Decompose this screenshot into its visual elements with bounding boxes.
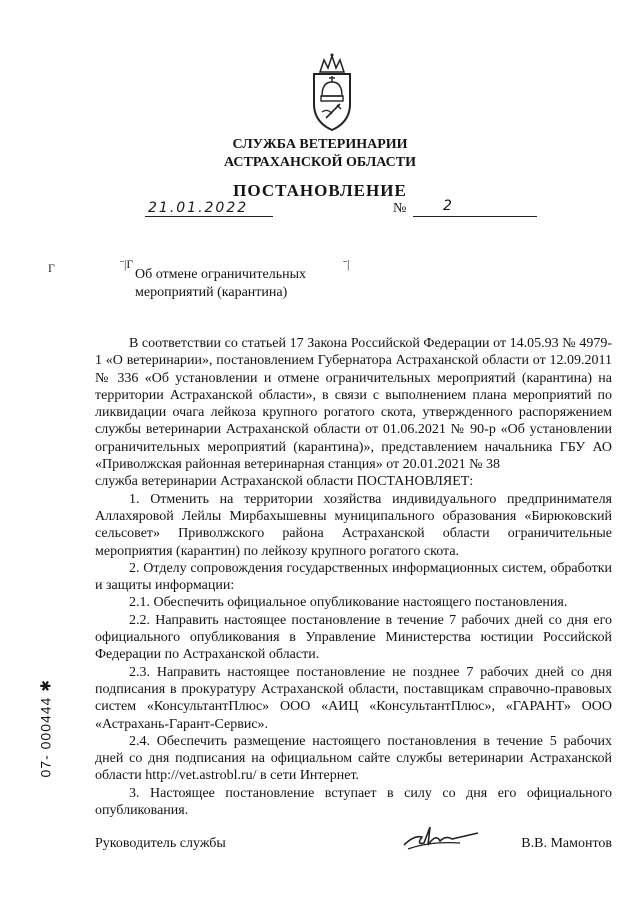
document-body: [95, 335, 612, 819]
agency-name: [0, 136, 640, 172]
clause-2: 2. Отделу сопровождения государственных информационных систем, обработки и защиты информации:: [95, 560, 612, 594]
document-type: ПОСТАНОВЛЕНИЕ: [233, 181, 407, 200]
subject-line-2: мероприятий (карантина): [135, 285, 288, 300]
coat-of-arms-icon: [302, 52, 362, 132]
resolution-line: служба ветеринарии Астраханской области ПОСТАНОВЛЯЕТ:: [95, 474, 474, 490]
corner-mark-subject-right: ˉ|: [343, 257, 350, 271]
signatory-name: В.В. Мамонтов: [521, 836, 612, 851]
clause-2-4: 2.4. Обеспечить размещение настоящего постановления в течение 5 рабочих дней со дня подписания на официальном сайте службы ветеринарии Астраханской области http://vet.astrobl.ru/ в сети Интернет.: [95, 733, 612, 784]
subject-line-1: Об отмене ограничительных: [135, 267, 307, 282]
clause-2-3: 2.3. Направить настоящее постановление не позднее 7 рабочих дней со дня подписания в прокуратуру Астраханской области, поставщикам справочно-правовых систем «КонсультантПлюс» ООО «АИЦ «КонсультантПлюс», «ГАРАНТ» ООО «Астрахань-Гарант-Сервис».: [95, 664, 612, 732]
clause-1: 1. Отменить на территории хозяйства индивидуального предпринимателя Аллахяровой Лейлы Мирбахышевны муниципального образования «Бирюковский сельсовет» Приволжского района Астраханской области ограничительные мероприятия (карантин) по лейкозу крупного рогатого скота.: [95, 491, 612, 559]
number-underline: [413, 216, 537, 217]
corner-mark-subject-left: ˉ|Г: [120, 257, 134, 271]
document-date: 21.01.2022: [148, 200, 249, 216]
document-number: 2: [443, 198, 452, 214]
clause-2-2: 2.2. Направить настоящее постановление в течение 7 рабочих дней со дня его официального опубликования в Управление Министерства юстиции Российской Федерации по Астраханской области.: [95, 612, 612, 663]
agency-line-2: АСТРАХАНСКОЙ ОБЛАСТИ: [223, 155, 416, 170]
clause-2-1: 2.1. Обеспечить официальное опубликование настоящего постановления.: [129, 595, 568, 611]
document-subject: [135, 266, 335, 302]
date-underline: [145, 216, 273, 217]
registration-stamp: [24, 655, 68, 778]
clause-3: 3. Настоящее постановление вступает в силу со дня его официального опубликования.: [95, 785, 612, 819]
agency-line-1: СЛУЖБА ВЕТЕРИНАРИИ: [232, 137, 408, 152]
registration-number: 07- 000444 ✱: [37, 679, 54, 778]
signature-icon: [400, 823, 480, 853]
number-label: №: [393, 201, 407, 216]
corner-mark-left: Г: [48, 261, 55, 275]
signatory-position: Руководитель службы: [95, 836, 226, 851]
preamble-paragraph: В соответствии со статьей 17 Закона Российской Федерации от 14.05.93 № 4979-1 «О ветеринарии», постановлением Губернатора Астраханской области от 12.09.2011 № 336 «Об установлении и отмене ограничительных мероприятий (карантина) на территории Астраханской области», в связи с выполнением плана мероприятий по ликвидации очага лейкоза крупного рогатого скота, утвержденного распоряжением службы ветеринарии Астраханской области от 01.06.2021 № 90-р «Об установлении ограничительных мероприятий (карантина)», представлением начальника ГБУ АО «Приволжская районная ветеринарная станция» от 20.01.2021 № 38: [95, 336, 612, 473]
